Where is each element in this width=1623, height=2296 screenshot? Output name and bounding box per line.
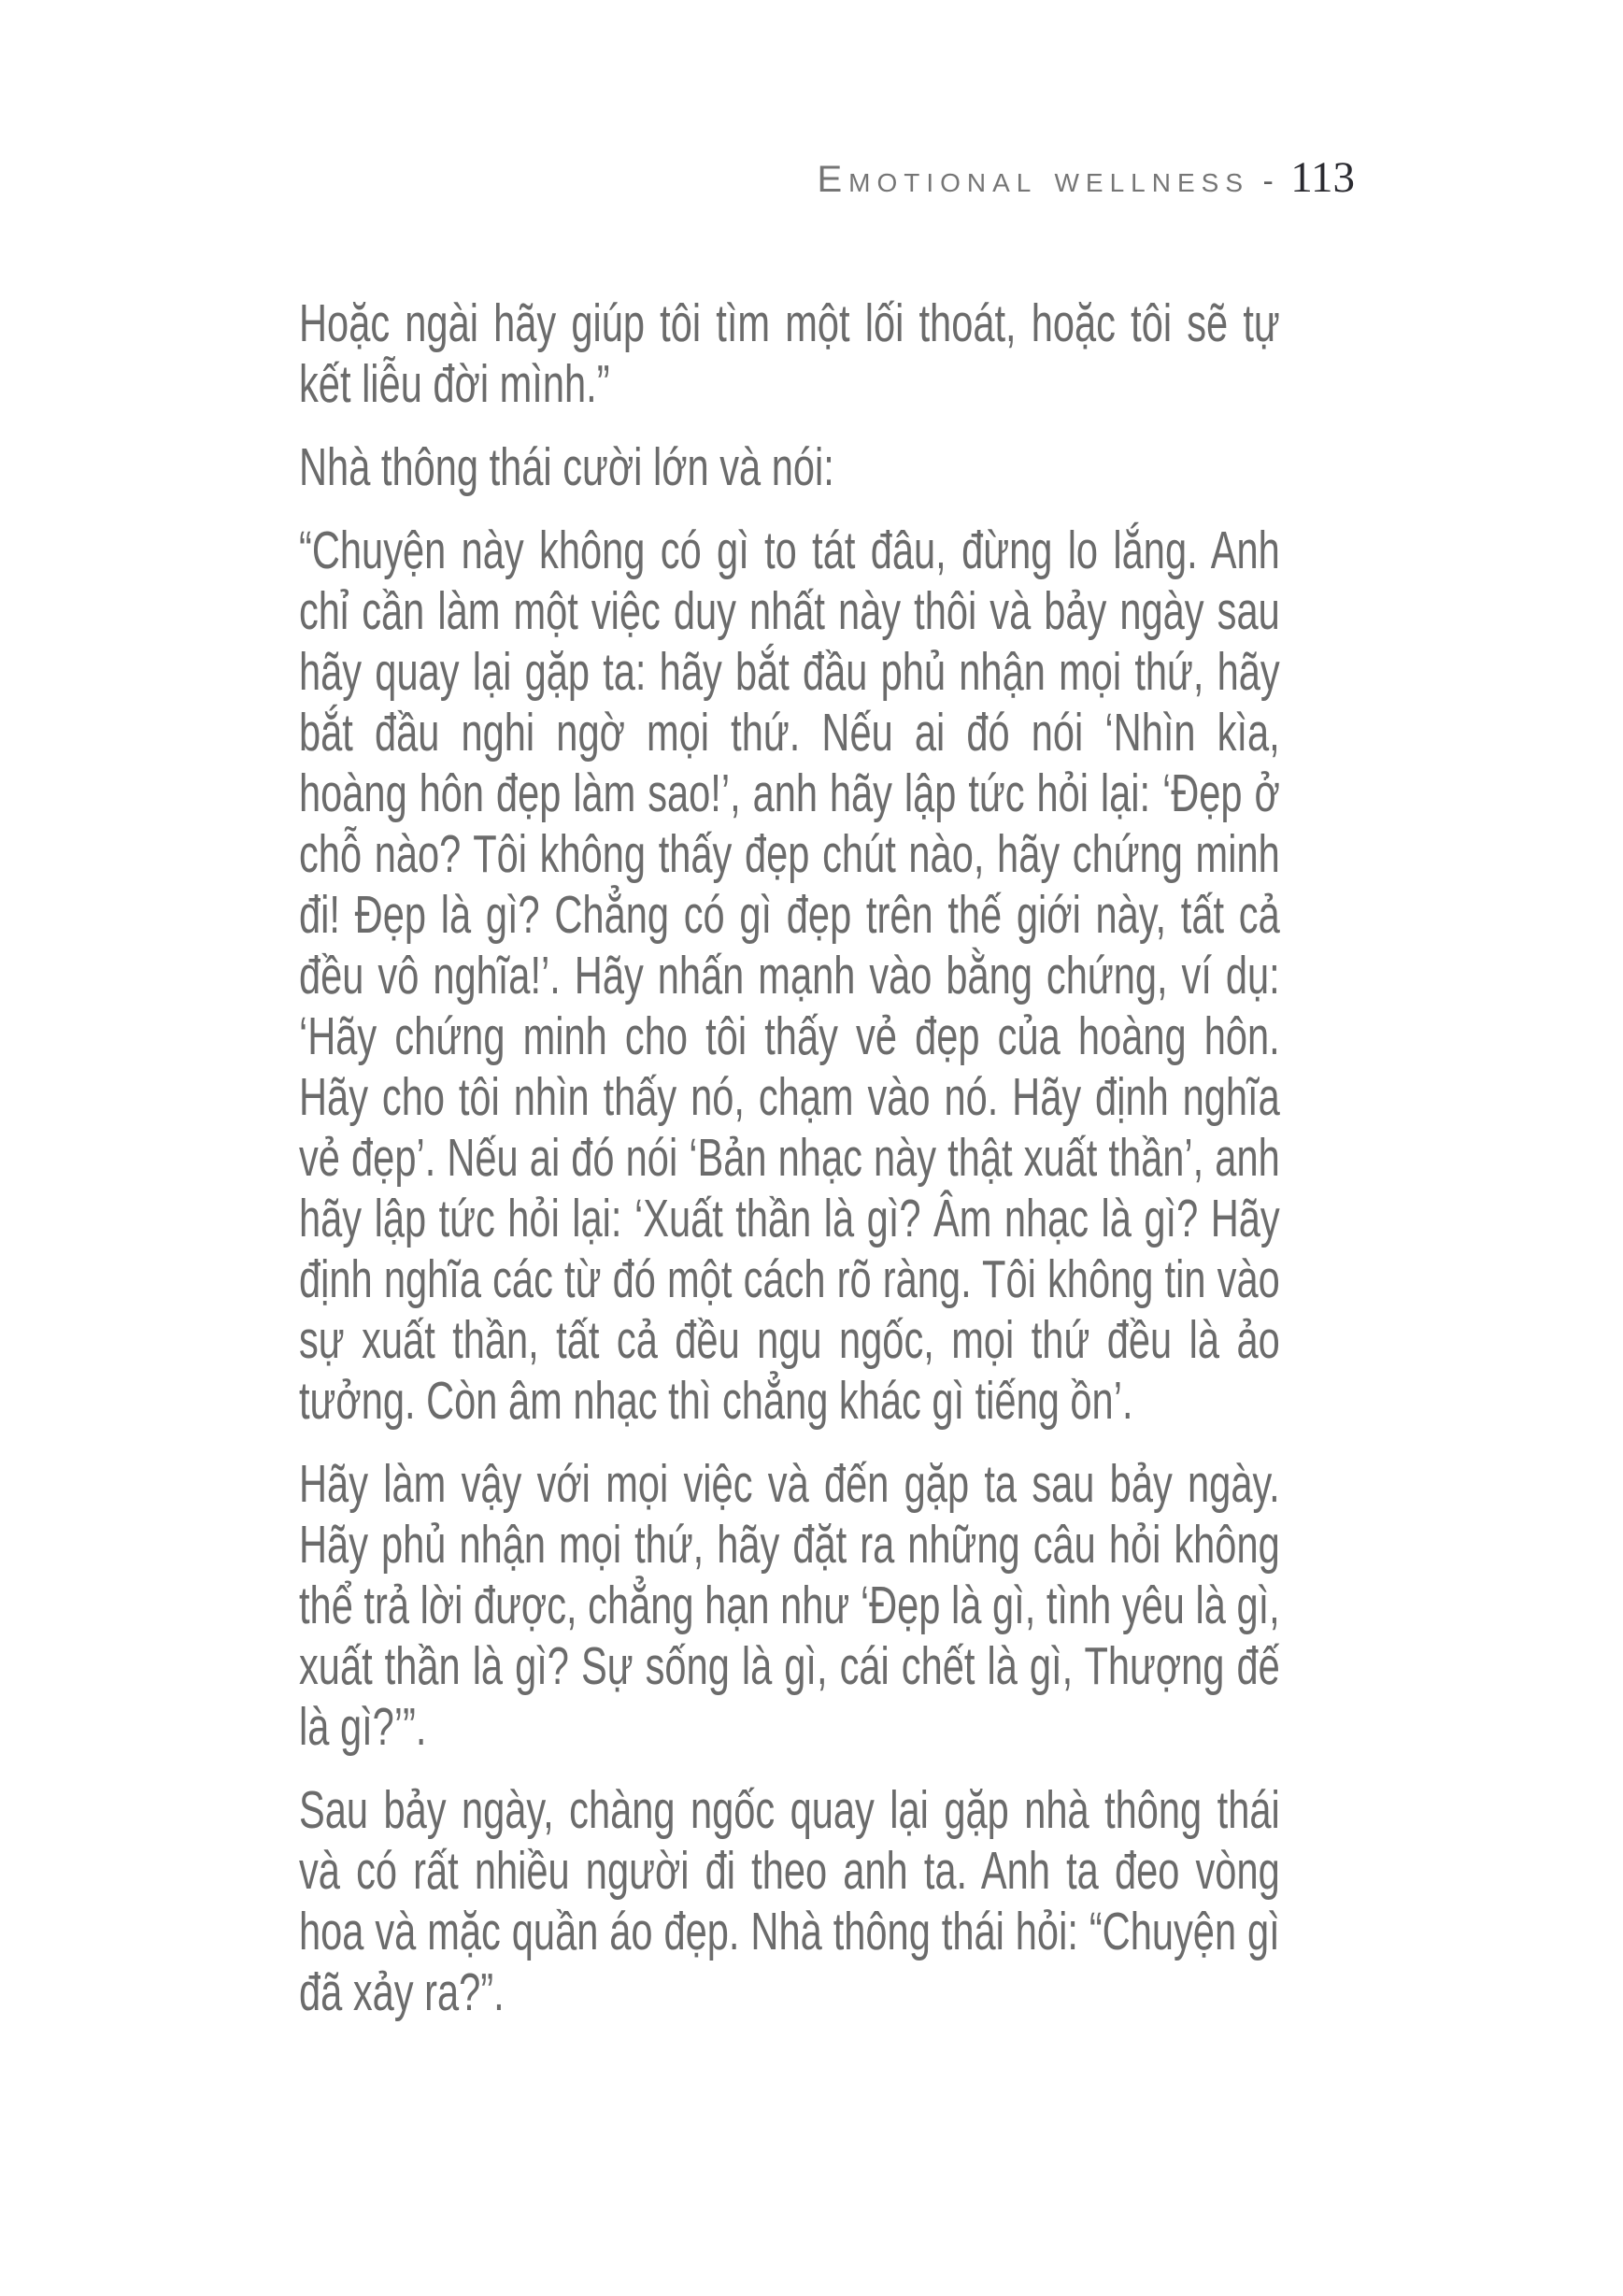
page-number: 113 — [1290, 153, 1355, 202]
paragraph-5: Sau bảy ngày, chàng ngốc quay lại gặp nhà thông thái và có rất nhiều người đi theo anh ta. Anh ta đeo vòng hoa và mặc quần áo đẹp. Nhà thông thái hỏi: “Chuyện gì đã xảy ra?”. — [299, 1780, 1280, 2022]
running-header — [0, 152, 1355, 203]
paragraph-3: “Chuyện này không có gì to tát đâu, đừng lo lắng. Anh chỉ cần làm một việc duy nhất này thôi và bảy ngày sau hãy quay lại gặp ta: hãy bắt đầu phủ nhận mọi thứ, hãy bắt đầu nghi ngờ mọi thứ. Nếu ai đó nói ‘Nhìn kìa, hoàng hôn đẹp làm sao!’, anh hãy lập tức hỏi lại: ‘Đẹp ở chỗ nào? Tôi không thấy đẹp chút nào, hãy chứng minh đi! Đẹp là gì? Chẳng có gì đẹp trên thế giới này, tất cả đều vô nghĩa!’. Hãy nhấn mạnh vào bằng chứng, ví dụ: ‘Hãy chứng minh cho tôi thấy vẻ đẹp của hoàng hôn. Hãy cho tôi nhìn thấy nó, chạm vào nó. Hãy định nghĩa vẻ đẹp’. Nếu ai đó nói ‘Bản nhạc này thật xuất thần’, anh hãy lập tức hỏi lại: ‘Xuất thần là gì? Âm nhạc là gì? Hãy định nghĩa các từ đó một cách rõ ràng. Tôi không tin vào sự xuất thần, tất cả đều ngu ngốc, mọi thứ đều là ảo tưởng. Còn âm nhạc thì chẳng khác gì tiếng ồn’. — [299, 521, 1280, 1431]
running-title: Emotional wellness — [817, 159, 1249, 200]
paragraph-1: Hoặc ngài hãy giúp tôi tìm một lối thoát, hoặc tôi sẽ tự kết liễu đời mình.” — [299, 293, 1280, 414]
body-text-column — [299, 293, 1280, 2046]
paragraph-4: Hãy làm vậy với mọi việc và đến gặp ta sau bảy ngày. Hãy phủ nhận mọi thứ, hãy đặt ra những câu hỏi không thể trả lời được, chẳng hạn như ‘Đẹp là gì, tình yêu là gì, xuất thần là gì? Sự sống là gì, cái chết là gì, Thượng đế là gì?’”. — [299, 1454, 1280, 1757]
header-separator: - — [1262, 164, 1274, 199]
paragraph-2: Nhà thông thái cười lớn và nói: — [299, 437, 834, 497]
